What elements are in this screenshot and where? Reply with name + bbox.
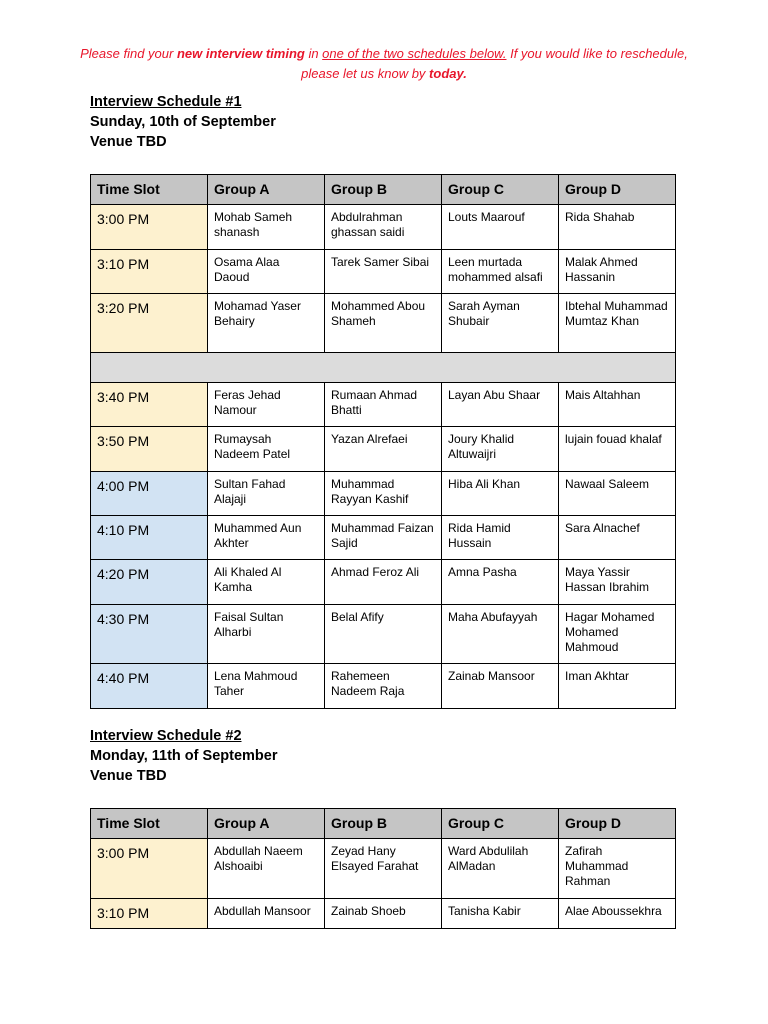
schedule1-venue: Venue TBD: [90, 134, 167, 150]
group-d-cell: lujain fouad khalaf: [559, 427, 676, 472]
group-a-cell: Osama Alaa Daoud: [208, 250, 325, 294]
time-slot: 3:00 PM: [91, 839, 208, 899]
schedule1-date: Sunday, 10th of September: [90, 114, 276, 130]
schedule1-table: [90, 174, 676, 709]
header-group-a: Group A: [208, 809, 325, 839]
group-a-cell: Mohab Sameh shanash: [208, 205, 325, 250]
notice-part: Please find your: [80, 46, 177, 61]
notice-part: If you would like to reschedule, please let us know by: [301, 46, 688, 81]
group-c-cell: Tanisha Kabir: [442, 899, 559, 929]
group-b-cell: Tarek Samer Sibai: [325, 250, 442, 294]
group-b-cell: Rumaan Ahmad Bhatti: [325, 383, 442, 427]
group-b-cell: Zainab Shoeb: [325, 899, 442, 929]
table-row: [91, 899, 676, 929]
schedule1-title: Interview Schedule #1: [90, 94, 242, 110]
header-group-b: Group B: [325, 175, 442, 205]
time-slot: 3:50 PM: [91, 427, 208, 472]
group-c-cell: Joury Khalid Altuwaijri: [442, 427, 559, 472]
notice-part: in: [304, 46, 323, 61]
schedule2-heading: [90, 726, 277, 786]
group-b-cell: Zeyad Hany Elsayed Farahat: [325, 839, 442, 899]
time-slot: 3:10 PM: [91, 250, 208, 294]
group-b-cell: Abdulrahman ghassan saidi: [325, 205, 442, 250]
group-a-cell: Abdullah Mansoor: [208, 899, 325, 929]
time-slot: 3:00 PM: [91, 205, 208, 250]
group-d-cell: Sara Alnachef: [559, 516, 676, 560]
group-c-cell: Ward Abdulilah AlMadan: [442, 839, 559, 899]
notice-text: [60, 44, 708, 84]
group-d-cell: Iman Akhtar: [559, 664, 676, 709]
time-slot: 3:10 PM: [91, 899, 208, 929]
schedule2-venue: Venue TBD: [90, 768, 167, 784]
notice-underline: one of the two schedules below.: [322, 46, 507, 61]
group-d-cell: Malak Ahmed Hassanin: [559, 250, 676, 294]
table-row: [91, 383, 676, 427]
table-row: [91, 427, 676, 472]
group-a-cell: Sultan Fahad Alajaji: [208, 472, 325, 516]
group-c-cell: Zainab Mansoor: [442, 664, 559, 709]
header-group-a: Group A: [208, 175, 325, 205]
notice-emphasis: new interview timing: [176, 46, 305, 61]
group-b-cell: Yazan Alrefaei: [325, 427, 442, 472]
group-c-cell: Leen murtada mohammed alsafi: [442, 250, 559, 294]
table-row: [91, 294, 676, 353]
group-d-cell: Hagar Mohamed Mohamed Mahmoud: [559, 605, 676, 664]
group-a-cell: Lena Mahmoud Taher: [208, 664, 325, 709]
schedule1-heading: [90, 92, 276, 152]
header-time-slot: Time Slot: [91, 809, 208, 839]
group-b-cell: Muhammad Rayyan Kashif: [325, 472, 442, 516]
table-row: [91, 605, 676, 664]
group-c-cell: Hiba Ali Khan: [442, 472, 559, 516]
time-slot: 4:40 PM: [91, 664, 208, 709]
header-group-c: Group C: [442, 175, 559, 205]
table-header-row: [91, 175, 676, 205]
group-c-cell: Maha Abufayyah: [442, 605, 559, 664]
time-slot: 4:20 PM: [91, 560, 208, 605]
table-row: [91, 472, 676, 516]
group-b-cell: Mohammed Abou Shameh: [325, 294, 442, 353]
table-row: [91, 664, 676, 709]
break-row: [91, 353, 676, 383]
schedule2-table: [90, 808, 676, 929]
time-slot: 4:30 PM: [91, 605, 208, 664]
group-a-cell: Feras Jehad Namour: [208, 383, 325, 427]
time-slot: 4:00 PM: [91, 472, 208, 516]
group-a-cell: Muhammed Aun Akhter: [208, 516, 325, 560]
group-c-cell: Louts Maarouf: [442, 205, 559, 250]
group-d-cell: Mais Altahhan: [559, 383, 676, 427]
group-d-cell: Maya Yassir Hassan Ibrahim: [559, 560, 676, 605]
group-c-cell: Amna Pasha: [442, 560, 559, 605]
group-d-cell: Alae Aboussekhra: [559, 899, 676, 929]
schedule2-title: Interview Schedule #2: [90, 728, 242, 744]
group-b-cell: Belal Afify: [325, 605, 442, 664]
table-row: [91, 205, 676, 250]
group-a-cell: Mohamad Yaser Behairy: [208, 294, 325, 353]
time-slot: 3:20 PM: [91, 294, 208, 353]
header-group-b: Group B: [325, 809, 442, 839]
time-slot: 4:10 PM: [91, 516, 208, 560]
group-a-cell: Rumaysah Nadeem Patel: [208, 427, 325, 472]
table-row: [91, 516, 676, 560]
header-group-c: Group C: [442, 809, 559, 839]
group-c-cell: Layan Abu Shaar: [442, 383, 559, 427]
group-d-cell: Nawaal Saleem: [559, 472, 676, 516]
table-header-row: [91, 809, 676, 839]
group-d-cell: Zafirah Muhammad Rahman: [559, 839, 676, 899]
group-a-cell: Ali Khaled Al Kamha: [208, 560, 325, 605]
group-d-cell: Rida Shahab: [559, 205, 676, 250]
table-row: [91, 560, 676, 605]
group-a-cell: Abdullah Naeem Alshoaibi: [208, 839, 325, 899]
table-row: [91, 839, 676, 899]
schedule2-date: Monday, 11th of September: [90, 748, 278, 764]
notice-deadline: today.: [429, 66, 467, 81]
group-b-cell: Muhammad Faizan Sajid: [325, 516, 442, 560]
header-time-slot: Time Slot: [91, 175, 208, 205]
group-c-cell: Sarah Ayman Shubair: [442, 294, 559, 353]
header-group-d: Group D: [559, 809, 676, 839]
group-d-cell: Ibtehal Muhammad Mumtaz Khan: [559, 294, 676, 353]
group-c-cell: Rida Hamid Hussain: [442, 516, 559, 560]
table-row: [91, 250, 676, 294]
time-slot: 3:40 PM: [91, 383, 208, 427]
group-b-cell: Ahmad Feroz Ali: [325, 560, 442, 605]
break-cell: [91, 353, 676, 383]
group-a-cell: Faisal Sultan Alharbi: [208, 605, 325, 664]
header-group-d: Group D: [559, 175, 676, 205]
group-b-cell: Rahemeen Nadeem Raja: [325, 664, 442, 709]
